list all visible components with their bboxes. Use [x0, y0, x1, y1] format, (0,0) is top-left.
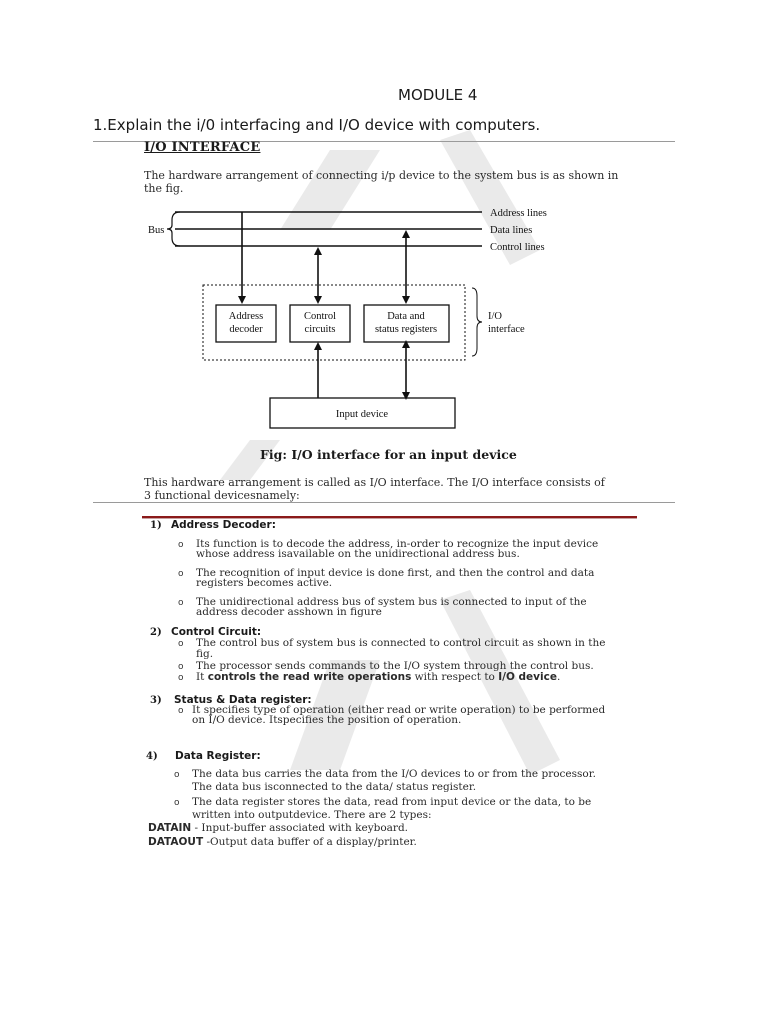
dataout-label: DATAOUT — [148, 836, 204, 848]
item-1-bullet-2-line-2: registers becomes active. — [196, 577, 333, 589]
address-lines-label: Address lines — [490, 208, 547, 219]
item-1-bullet-3-line-1: The unidirectional address bus of system bus is connected to input of the — [196, 596, 587, 608]
question-heading: 1.Explain the i/0 interfacing and I/O device with computers. — [93, 116, 541, 134]
dataout-line — [148, 837, 417, 848]
datain-label: DATAIN — [148, 822, 192, 834]
after-fig-line-2: 3 functional devicesnamely: — [144, 489, 300, 502]
intro-line-1: The hardware arrangement of connecting i/p device to the system bus is as shown in — [144, 169, 619, 182]
item-1-bullet-1-line-1: Its function is to decode the address, in-order to recognize the input device — [196, 538, 599, 550]
address-decoder-label-2: decoder — [229, 324, 263, 335]
item-2-bullet-1-line-2: fig. — [196, 648, 214, 660]
item-3-number: 3) — [150, 695, 162, 706]
item-2-number: 2) — [150, 627, 162, 638]
bullet-symbol: o — [178, 598, 184, 608]
item-2-bullet-1-line-1: The control bus of system bus is connected to control circuit as shown in the — [196, 637, 606, 649]
bullet-symbol: o — [174, 798, 180, 808]
bullet-symbol: o — [178, 706, 184, 716]
address-decoder-label-1: Address — [228, 311, 264, 322]
after-fig-line-1: This hardware arrangement is called as I/O interface. The I/O interface consists of — [144, 476, 605, 489]
bullet-symbol: o — [178, 662, 184, 672]
item-3-bullet-1-line-2: on I/O device. Itspecifies the position of operation. — [192, 714, 462, 726]
item-2-bullet-3-c: with respect to — [411, 671, 499, 683]
bullet-symbol: o — [178, 639, 184, 649]
intro-line-2: the fig. — [144, 182, 184, 195]
item-2-bullet-3-bold-2: I/O device — [498, 671, 557, 683]
item-4-heading: Data Register: — [175, 750, 261, 762]
item-1-number: 1) — [150, 520, 162, 531]
item-4-number: 4) — [146, 751, 158, 762]
item-4-bullet-2-line-2: written into outputdevice. There are 2 types: — [192, 809, 432, 821]
bullet-symbol: o — [178, 569, 184, 579]
bullet-symbol: o — [174, 770, 180, 780]
interface-label: interface — [488, 324, 525, 335]
item-4-bullet-1-line-2: The data bus isconnected to the data/ status register. — [192, 781, 477, 793]
io-label: I/O — [488, 311, 502, 322]
item-1-heading: Address Decoder: — [171, 519, 276, 531]
control-circuits-label-1: Control — [303, 311, 337, 322]
divider-mid — [93, 502, 675, 503]
data-lines-label: Data lines — [490, 225, 533, 236]
item-2-bullet-3-e: . — [556, 671, 561, 683]
datain-text: - Input-buffer associated with keyboard. — [191, 822, 409, 834]
item-1-bullet-1-line-2: whose address isavailable on the unidirectional address bus. — [196, 548, 520, 560]
item-2-bullet-2: The processor sends commands to the I/O system through the control bus. — [196, 660, 594, 672]
item-3-bullet-1-line-1: It specifies type of operation (either read or write operation) to be performed — [192, 704, 606, 716]
item-2-heading: Control Circuit: — [171, 626, 262, 638]
item-4-bullet-2-line-1: The data register stores the data, read from input device or the data, to be — [192, 796, 592, 808]
input-device-label: Input device — [335, 409, 389, 420]
item-2-bullet-3-a: It — [196, 671, 208, 683]
figure-caption: Fig: I/O interface for an input device — [260, 447, 517, 462]
item-1-bullet-2-line-1: The recognition of input device is done first, and then the control and data — [196, 567, 595, 579]
section-title: I/O INTERFACE — [144, 140, 261, 155]
module-title: MODULE 4 — [398, 86, 478, 104]
bus-label: Bus — [148, 225, 165, 236]
io-interface-diagram — [0, 0, 768, 470]
item-1-bullet-3-line-2: address decoder asshown in figure — [196, 606, 382, 618]
item-2-bullet-3 — [196, 672, 560, 683]
bullet-symbol: o — [178, 540, 184, 550]
item-4-bullet-1-line-1: The data bus carries the data from the I/O devices to or from the processor. — [192, 768, 596, 780]
control-circuits-label-2: circuits — [304, 324, 336, 335]
data-status-label-1: Data and — [387, 311, 425, 322]
datain-line — [148, 823, 408, 834]
item-3-heading: Status & Data register: — [174, 694, 312, 706]
data-status-label-2: status registers — [374, 324, 438, 335]
item-2-bullet-3-bold-1: controls the read write operations — [207, 671, 412, 683]
bullet-symbol: o — [178, 673, 184, 683]
dataout-text: -Output data buffer of a display/printer. — [203, 836, 417, 848]
control-lines-label: Control lines — [490, 242, 545, 253]
